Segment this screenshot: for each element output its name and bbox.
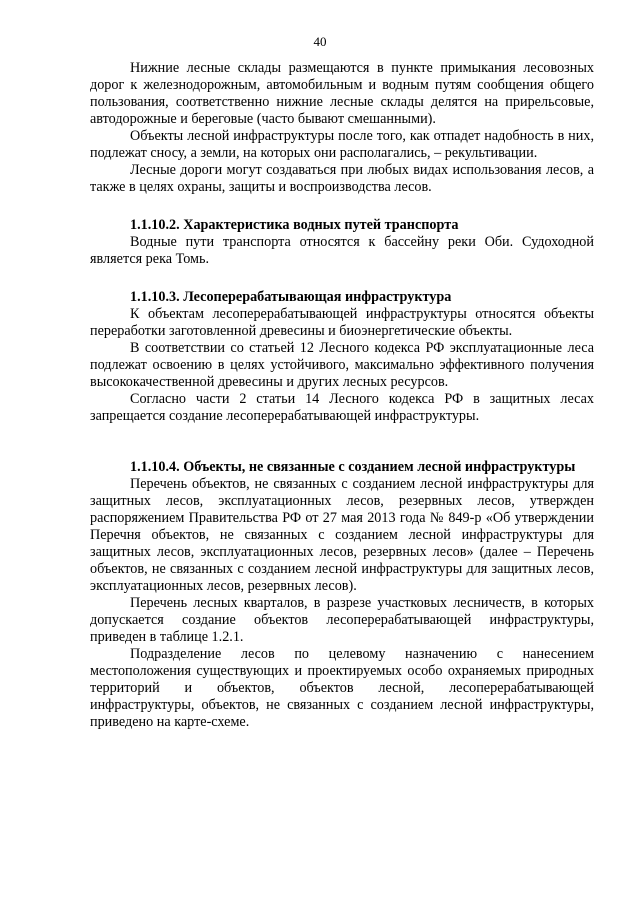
paragraph-quarters-list: Перечень лесных кварталов, в разрезе участковых лесничеств, в которых допускается создание объектов лесоперерабатывающей инфраструктуры, приведен в таблице 1.2.1. bbox=[90, 595, 594, 645]
paragraph-map-scheme: Подразделение лесов по целевому назначению с нанесением местоположения существующих и проектируемых особо охраняемых природных территорий и объектов, объектов лесной, лесоперерабатывающей инфраструктуры, объектов, не связанных с созданием лесной инфраструктуры, приведено на карте-схеме. bbox=[90, 646, 594, 730]
paragraph-lower-warehouses: Нижние лесные склады размещаются в пункте примыкания лесовозных дорог к железнодорожным, автомобильным и водным путям сообщения общего пользования, соответственно нижние лесные склады делятся на прирельсовые, автодорожные и береговые (часто бывают смешанными). bbox=[90, 60, 594, 127]
paragraph-processing-objects: К объектам лесоперерабатывающей инфраструктуры относятся объекты переработки заготовленной древесины и биоэнергетические объекты. bbox=[90, 306, 594, 339]
section-heading-non-infrastructure-objects: 1.1.10.4. Объекты, не связанные с созданием лесной инфраструктуры bbox=[130, 459, 576, 475]
paragraph-water-routes: Водные пути транспорта относятся к бассейну реки Оби. Судоходной является река Томь. bbox=[90, 234, 594, 267]
page-content bbox=[90, 60, 594, 731]
paragraph-forest-roads: Лесные дороги могут создаваться при любых видах использования лесов, а также в целях охраны, защиты и воспроизводства лесов. bbox=[90, 162, 594, 195]
section-heading-processing-infrastructure: 1.1.10.3. Лесоперерабатывающая инфраструктура bbox=[130, 289, 452, 305]
page-number: 40 bbox=[313, 34, 327, 49]
paragraph-demolition: Объекты лесной инфраструктуры после того, как отпадет надобность в них, подлежат сносу, а земли, на которых они располагались, – рекультивации. bbox=[90, 128, 594, 161]
section-heading-water-routes: 1.1.10.2. Характеристика водных путей транспорта bbox=[130, 217, 459, 233]
paragraph-article-14: Согласно части 2 статьи 14 Лесного кодекса РФ в защитных лесах запрещается создание лесоперерабатывающей инфраструктуры. bbox=[90, 391, 594, 424]
paragraph-article-12: В соответствии со статьей 12 Лесного кодекса РФ эксплуатационные леса подлежат освоению в целях устойчивого, максимально эффективного получения высококачественной древесины и других лесных ресурсов. bbox=[90, 340, 594, 390]
paragraph-objects-list: Перечень объектов, не связанных с созданием лесной инфраструктуры для защитных лесов, эксплуатационных лесов, резервных лесов, утвержден распоряжением Правительства РФ от 27 мая 2013 года № 849-р «Об утверждении Перечня объектов, не связанных с созданием лесной инфраструктуры для защитных лесов, эксплуатационных лесов, резервных лесов» (далее – Перечень объектов, не связанных с созданием лесной инфраструктуры для защитных лесов, эксплуатационных лесов, резервных лесов). bbox=[90, 476, 594, 594]
